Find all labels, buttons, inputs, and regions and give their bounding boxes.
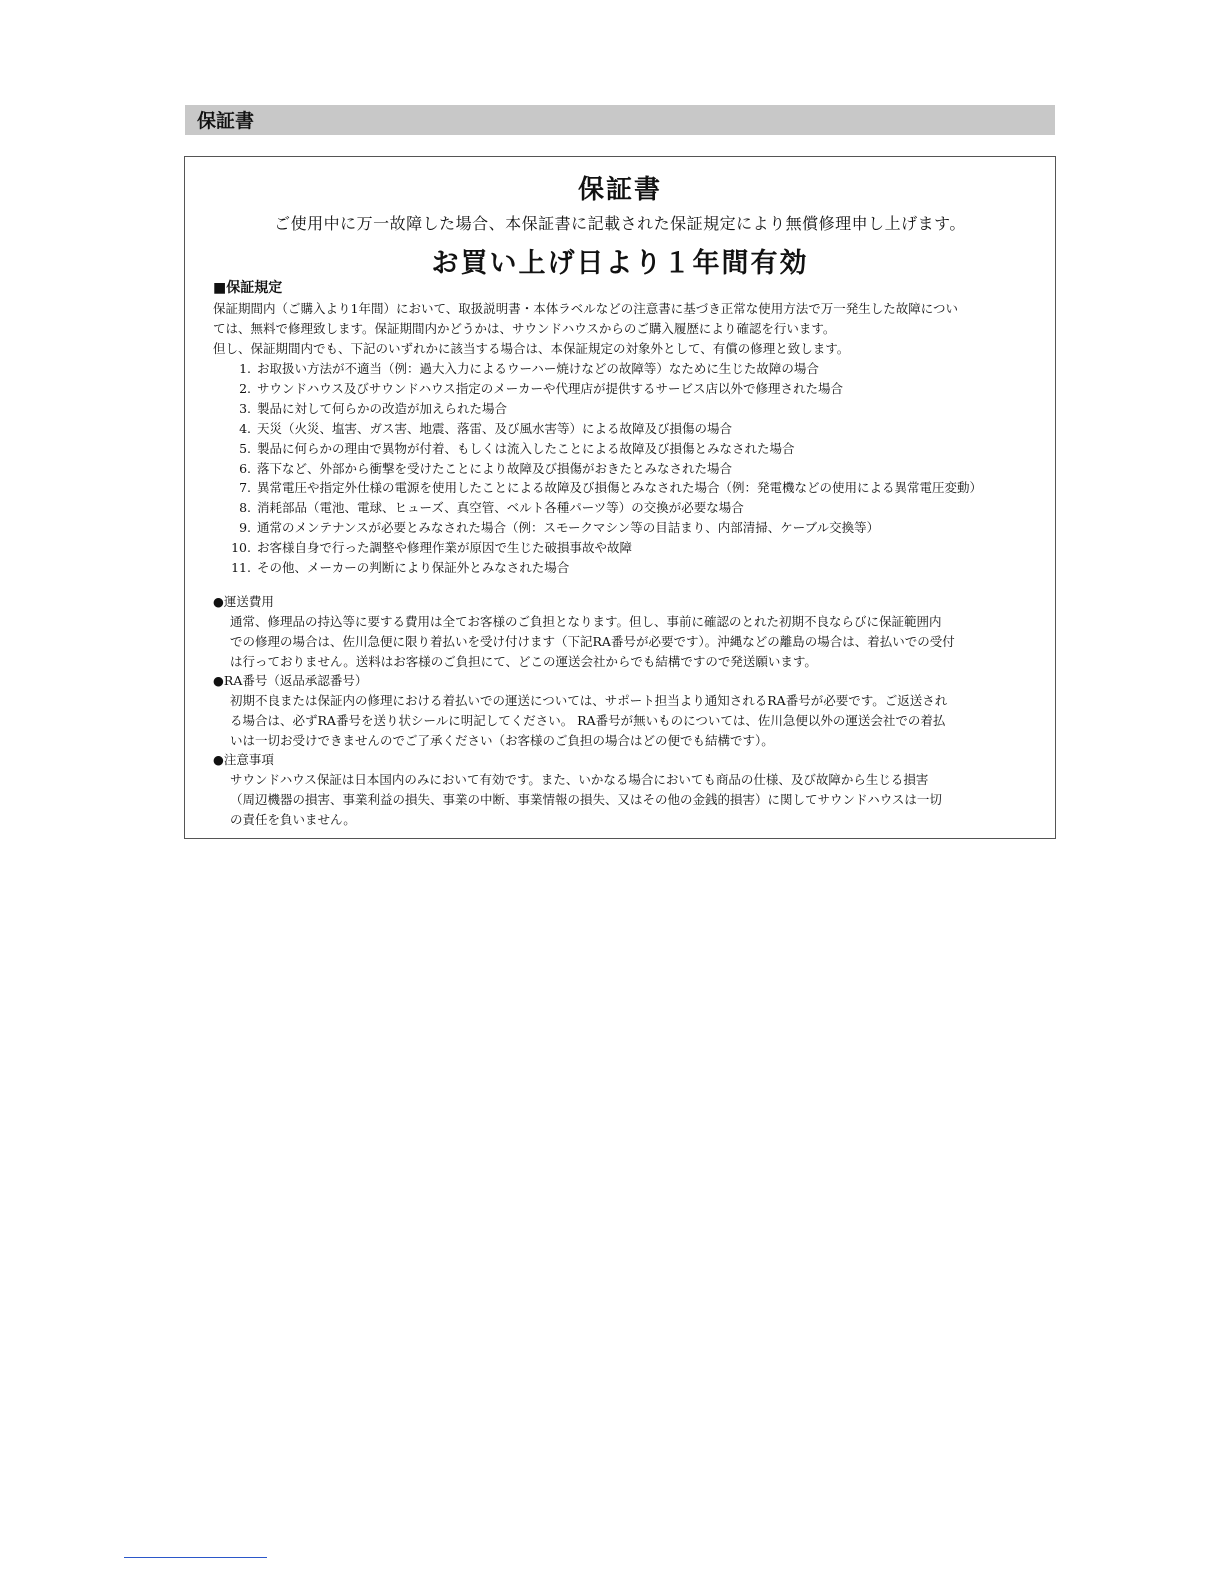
list-item [225,379,982,399]
list-number: 8. [239,500,251,516]
warranty-validity: お買い上げ日より１年間有効 [431,248,809,279]
list-text: 落下など、外部から衝撃を受けたことにより故障及び損傷がおきたとみなされた場合 [257,460,733,476]
notes-heading: ●注意事項 [213,752,274,767]
ra-number-line: 初期不良または保証内の修理における着払いでの運送については、サポート担当より通知されるRA番号が必要です。ご返送され [230,693,948,708]
list-number: 2. [239,380,251,396]
ra-number-line: る場合は、必ずRA番号を送り状シールに明記してください。 RA番号が無いものについては、佐川急便以外の運送会社での着払 [230,713,946,728]
section-header-title: 保証書 [197,110,255,132]
ra-number-body [230,691,1040,751]
notes-line: （周辺機器の損害、事業利益の損失、事業の中断、事業情報の損失、又はその他の金銭的損害）に関してサウンドハウスは一切 [230,792,942,807]
list-item [225,399,982,419]
list-item [225,518,982,538]
list-number: 9. [239,520,251,536]
rules-intro [213,299,1043,359]
list-item [225,558,982,578]
list-number: 6. [239,460,251,476]
shipping-body [230,612,1040,672]
ra-number-line: いは一切お受けできませんのでご了承ください（お客様のご負担の場合はどの便でも結構です）。 [230,733,774,748]
list-item [225,459,982,479]
list-number: 11. [231,560,251,576]
rules-heading: ■保証規定 [213,280,283,296]
list-text: 製品に何らかの理由で異物が付着、もしくは流入したことによる故障及び損傷とみなされた場合 [257,440,795,456]
list-number: 3. [239,400,251,416]
rules-intro-line: 保証期間内（ご購入より1年間）において、取扱説明書・本体ラベルなどの注意書に基づき正常な使用方法で万一発生した故障につい [213,301,958,316]
list-text: 異常電圧や指定外仕様の電源を使用したことによる故障及び損傷とみなされた場合（例：発電機などの使用による異常電圧変動） [257,480,983,496]
rules-intro-line: 但し、保証期間内でも、下記のいずれかに該当する場合は、本保証規定の対象外として、有償の修理と致します。 [213,341,850,356]
shipping-line: は行っておりません。送料はお客様のご負担にて、どこの運送会社からでも結構ですので発送願います。 [230,654,817,669]
list-item [225,538,982,558]
ra-number-heading: ●RA番号（返品承認番号） [213,673,368,688]
list-text: サウンドハウス及びサウンドハウス指定のメーカーや代理店が提供するサービス店以外で修理された場合 [257,380,844,396]
warranty-card [184,156,1056,839]
list-number: 1. [239,361,251,376]
section-header-bar [185,105,1055,135]
shipping-line: 通常、修理品の持込等に要する費用は全てお客様のご負担となります。但し、事前に確認のとれた初期不良ならびに保証範囲内 [230,614,942,629]
list-item [225,419,982,439]
list-number: 7. [239,480,251,496]
list-item [225,439,982,459]
list-text: お客様自身で行った調整や修理作業が原因で生じた破損事故や故障 [257,540,633,556]
list-text: 通常のメンテナンスが必要とみなされた場合（例：スモークマシン等の目詰まり、内部清掃、ケーブル交換等） [257,520,880,536]
list-item [225,478,982,498]
list-text: お取扱い方法が不適当（例：過大入力によるウーハー焼けなどの故障等）なために生じた故障の場合 [257,361,819,376]
list-text: 製品に対して何らかの改造が加えられた場合 [257,400,508,416]
list-text: その他、メーカーの判断により保証外とみなされた場合 [257,560,570,576]
footnote-divider [124,1557,267,1558]
shipping-line: での修理の場合は、佐川急便に限り着払いを受け付けます（下記RA番号が必要です）。沖縄などの離島の場合は、着払いでの受付 [230,634,955,649]
list-number: 5. [239,440,251,456]
notes-line: サウンドハウス保証は日本国内のみにおいて有効です。また、いかなる場合においても商品の仕様、及び故障から生じる損害 [230,772,929,787]
list-number: 4. [239,420,251,436]
warranty-subtitle: ご使用中に万一故障した場合、本保証書に記載された保証規定により無償修理申し上げます。 [274,214,966,233]
warranty-title: 保証書 [577,175,662,205]
list-item [225,498,982,518]
list-text: 天災（火災、塩害、ガス害、地震、落雷、及び風水害等）による故障及び損傷の場合 [257,420,733,436]
rules-intro-line: ては、無料で修理致します。保証期間内かどうかは、サウンドハウスからのご購入履歴により確認を行います。 [213,321,836,336]
list-item [225,359,982,379]
notes-body [230,770,1040,830]
list-number: 10. [231,540,251,556]
shipping-heading: ●運送費用 [213,594,274,609]
notes-line: の責任を負いません。 [230,812,356,827]
list-text: 消耗部品（電池、電球、ヒューズ、真空管、ベルト各種パーツ等）の交換が必要な場合 [257,500,744,516]
exclusion-list [225,359,982,578]
